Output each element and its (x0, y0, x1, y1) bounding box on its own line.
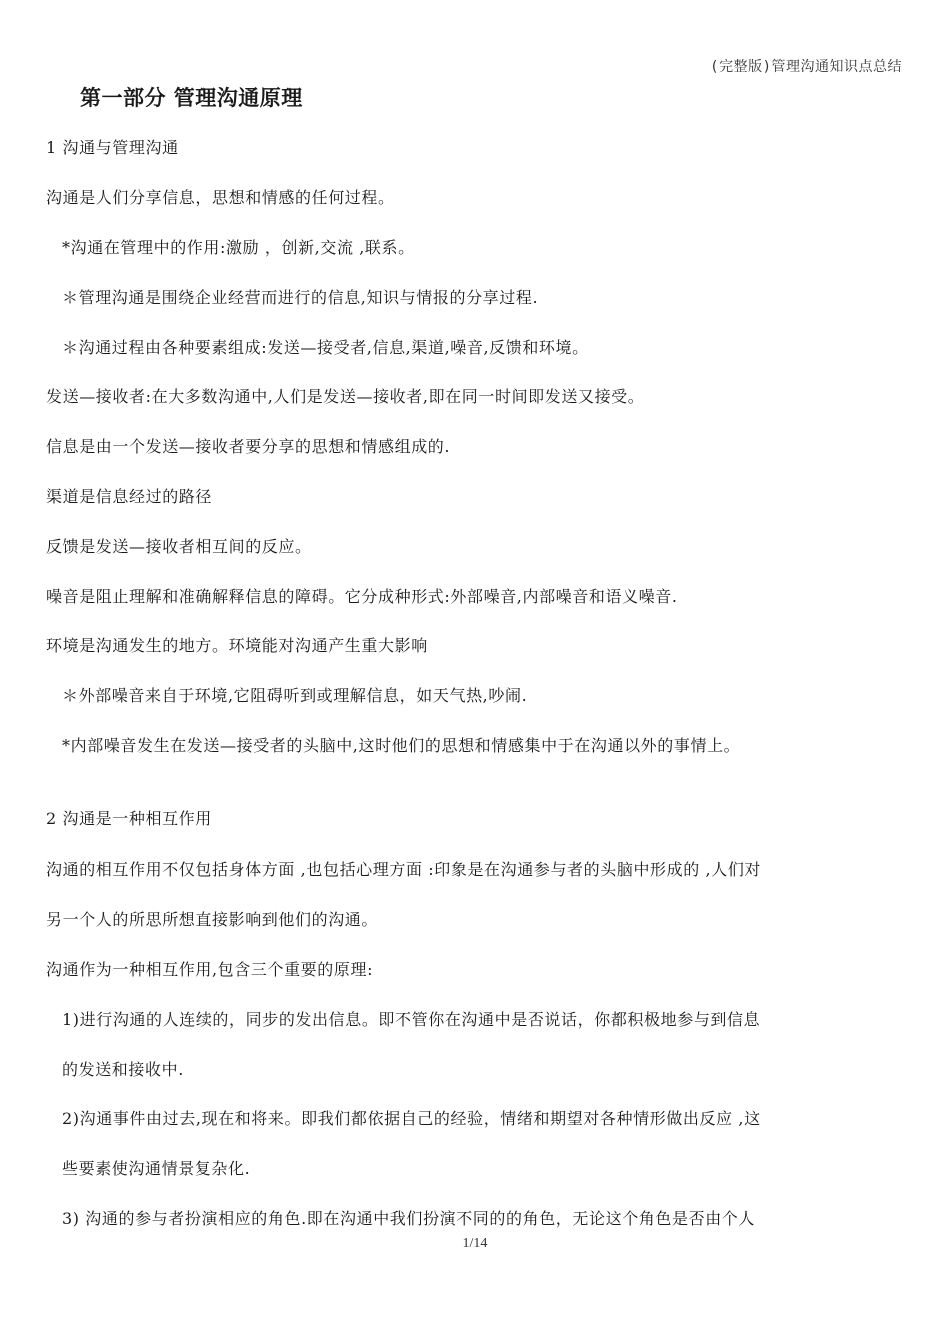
paragraph-line: 沟通作为一种相互作用,包含三个重要的原理: (46, 960, 374, 979)
list-item-line: 的发送和接收中. (62, 1060, 184, 1079)
list-item-line: 2)沟通事件由过去,现在和将来。即我们都依据自己的经验，情绪和期望对各种情形做出反应 ,这 (62, 1109, 761, 1128)
paragraph-line: 噪音是阻止理解和准确解释信息的障碍。它分成种形式:外部噪音,内部噪音和语义噪音. (46, 587, 678, 606)
bullet-line: ＊管理沟通是围绕企业经营而进行的信息,知识与情报的分享过程. (62, 288, 539, 307)
section-title: 第一部分 管理沟通原理 (80, 86, 303, 110)
paragraph-line: 信息是由一个发送—接收者要分享的思想和情感组成的. (46, 437, 451, 456)
list-item-line: 3) 沟通的参与者扮演相应的角色.即在沟通中我们扮演不同的的角色，无论这个角色是否由个人 (62, 1209, 755, 1228)
paragraph-line: 渠道是信息经过的路径 (46, 487, 213, 506)
paragraph-line: 另一个人的所思所想直接影响到他们的沟通。 (46, 910, 379, 929)
bullet-line: ＊外部噪音来自于环境,它阻碍听到或理解信息，如天气热,吵闹. (62, 686, 528, 705)
list-item-line: 1)进行沟通的人连续的，同步的发出信息。即不管你在沟通中是否说话，你都积极地参与到信息 (62, 1010, 761, 1029)
subsection-heading: 2 沟通是一种相互作用 (46, 809, 212, 828)
paragraph-line: 发送—接收者:在大多数沟通中,人们是发送—接收者,即在同一时间即发送又接受。 (46, 387, 645, 406)
list-item-line: 些要素使沟通情景复杂化. (62, 1159, 251, 1178)
paragraph-line: 环境是沟通发生的地方。环境能对沟通产生重大影响 (46, 636, 428, 655)
page-number: 1/14 (462, 1236, 488, 1251)
bullet-line: *内部噪音发生在发送—接受者的头脑中,这时他们的思想和情感集中于在沟通以外的事情上。 (62, 736, 741, 755)
paragraph-line: 沟通是人们分享信息，思想和情感的任何过程。 (46, 188, 395, 207)
subsection-heading: 1 沟通与管理沟通 (46, 138, 179, 157)
bullet-line: ＊沟通过程由各种要素组成:发送—接受者,信息,渠道,噪音,反馈和环境。 (62, 338, 589, 357)
paragraph-line: 反馈是发送—接收者相互间的反应。 (46, 537, 312, 556)
bullet-line: *沟通在管理中的作用:激励 ，创新,交流 ,联系。 (62, 238, 415, 257)
paragraph-line: 沟通的相互作用不仅包括身体方面 ,也包括心理方面 :印象是在沟通参与者的头脑中形成的 ,人们对 (46, 860, 762, 879)
document-header-title: (完整版)管理沟通知识点总结 (710, 59, 902, 75)
